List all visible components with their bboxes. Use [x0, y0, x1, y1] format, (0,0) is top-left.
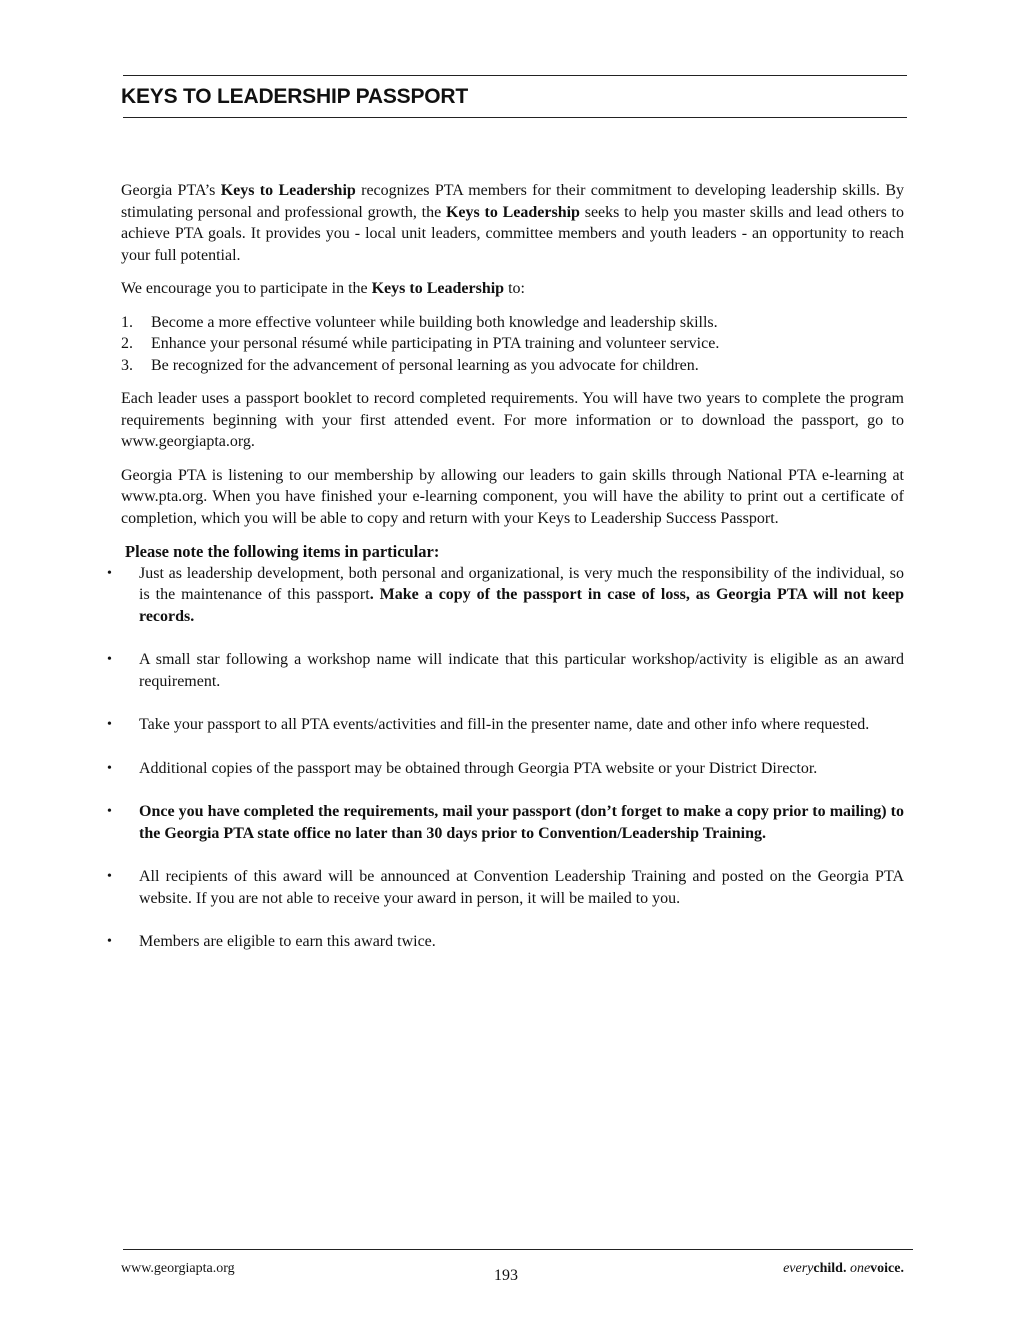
header-bottom-rule — [123, 117, 907, 118]
bullet-icon: • — [107, 717, 112, 732]
page-number: 193 — [494, 1267, 518, 1284]
note-item — [107, 758, 904, 780]
program-name: Keys to Leadership — [445, 203, 580, 221]
goal-text: Enhance your personal résumé while participating in PTA training and volunteer service. — [151, 335, 720, 352]
bullet-icon: • — [107, 869, 112, 884]
goal-number: 2. — [121, 335, 133, 352]
encourage-text: We encourage you to participate in the — [121, 280, 372, 297]
note-emphasis: . Make a copy of the passport in case of loss, as Georgia PTA will not keep records. — [139, 586, 904, 625]
note-item — [107, 649, 904, 692]
footer-rule — [123, 1249, 913, 1250]
intro-paragraph — [121, 180, 904, 266]
tagline-part: one — [849, 1261, 871, 1276]
goal-text: Be recognized for the advancement of personal learning as you advocate for children. — [151, 356, 699, 374]
encourage-paragraph — [121, 278, 904, 300]
footer-website: www.georgiapta.org — [121, 1261, 235, 1276]
goal-item — [121, 312, 904, 334]
footer-tagline — [783, 1261, 904, 1277]
goal-number: 3. — [121, 356, 133, 374]
main-content — [107, 180, 904, 975]
bullet-icon: • — [107, 934, 112, 949]
note-emphasis: Once you have completed the requirements, mail your passport (don’t forget to make a copy prior to mailing) to the Georgia PTA state office no later than 30 days prior to Convention/Leadership Training. — [139, 803, 904, 842]
bullet-icon: • — [107, 804, 112, 819]
note-item — [107, 563, 904, 628]
goal-number: 1. — [121, 313, 133, 331]
bullet-icon: • — [107, 652, 112, 667]
note-item — [107, 866, 904, 909]
notes-list — [107, 563, 904, 953]
note-text: A small star following a workshop name will indicate that this particular workshop/activity is eligible as an award requirement. — [139, 651, 904, 690]
tagline-part: every — [783, 1261, 814, 1276]
intro-text: seeks to help you master skills and lead others to achieve PTA goals. It provides you - local unit leaders, committee members and youth leaders - an opportunity to reach your full potential. — [121, 203, 904, 264]
intro-text: recognizes PTA members for their commitment to developing leadership skills. By stimulating personal and professional growth, the — [121, 182, 904, 221]
goal-item — [121, 333, 904, 355]
passport-paragraph: Each leader uses a passport booklet to record completed requirements. You will have two years to complete the program requirements beginning with your first attended event. For more information or to download the passport, go to www.georgiapta.org. — [121, 390, 904, 450]
page-title: KEYS TO LEADERSHIP PASSPORT — [121, 85, 469, 108]
header-top-rule — [123, 75, 907, 76]
note-text: Take your passport to all PTA events/activities and fill-in the presenter name, date and other info where requested. — [139, 716, 870, 733]
note-text: All recipients of this award will be announced at Convention Leadership Training and posted on the Georgia PTA website. If you are not able to receive your award in person, it will be mailed to you. — [139, 868, 904, 907]
tagline-part: voice. — [870, 1261, 904, 1276]
note-text: Additional copies of the passport may be obtained through Georgia PTA website or your District Director. — [139, 759, 818, 777]
program-name: Keys to Leadership — [220, 182, 356, 199]
note-item — [107, 801, 904, 844]
note-text: Just as leadership development, both personal and organizational, is very much the responsibility of the individual, so is the maintenance of this passport — [139, 564, 904, 603]
goal-item — [121, 355, 904, 377]
note-item — [107, 931, 904, 953]
elearning-paragraph: Georgia PTA is listening to our membership by allowing our leaders to gain skills through National PTA e-learning at www.pta.org. When you have finished your e-learning component, you will have the ability to print out a certificate of completion, which you will be able to copy and return with your Keys to Leadership Success Passport. — [121, 466, 904, 527]
bullet-icon: • — [107, 760, 112, 776]
goals-list — [121, 312, 904, 377]
encourage-text: to: — [504, 280, 525, 297]
intro-text: Georgia PTA’s — [121, 182, 221, 199]
tagline-part: child. — [813, 1261, 850, 1276]
note-text: Members are eligible to earn this award twice. — [139, 933, 436, 950]
program-name: Keys to Leadership — [371, 280, 505, 297]
goal-text: Become a more effective volunteer while building both knowledge and leadership skills. — [151, 313, 718, 331]
notes-heading: Please note the following items in particular: — [125, 542, 440, 561]
note-item — [107, 714, 904, 736]
bullet-icon: • — [107, 565, 112, 581]
